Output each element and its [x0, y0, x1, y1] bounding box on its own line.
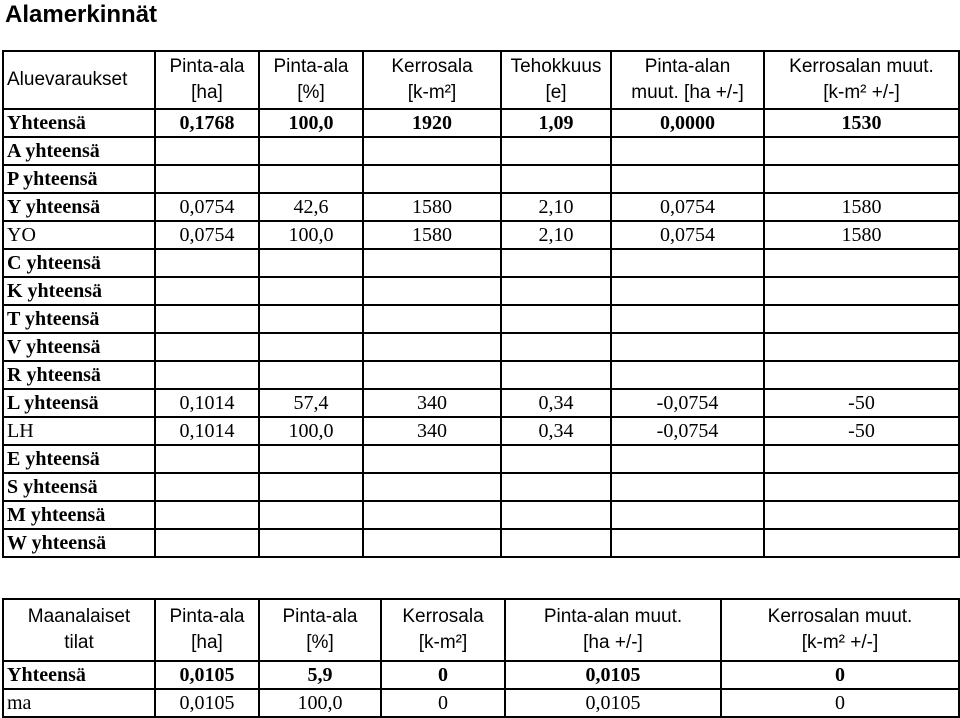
table-cell [363, 361, 501, 389]
row-label: A yhteensä [3, 137, 155, 165]
column-header-text: Kerrosalan muut. [767, 606, 913, 627]
table-row [3, 689, 959, 717]
table-row [3, 333, 959, 361]
table-cell [363, 137, 501, 165]
table-cell: 1920 [363, 109, 501, 137]
table-row [3, 137, 959, 165]
table-cell [155, 529, 259, 557]
column-header [3, 599, 155, 661]
table-cell: 1580 [764, 221, 959, 249]
table-row [3, 417, 959, 445]
table-cell [501, 249, 611, 277]
column-header [721, 599, 959, 661]
table-cell [764, 473, 959, 501]
column-header [363, 51, 501, 109]
row-label: R yhteensä [3, 361, 155, 389]
table-cell: 42,6 [259, 193, 363, 221]
table-cell: 2,10 [501, 193, 611, 221]
table-cell [363, 165, 501, 193]
table-cell [363, 473, 501, 501]
table-cell [501, 333, 611, 361]
table-cell [259, 473, 363, 501]
table-cell: 0,1014 [155, 389, 259, 417]
table-cell: 0,0754 [155, 221, 259, 249]
row-label: S yhteensä [3, 473, 155, 501]
table-cell [259, 445, 363, 473]
table-cell [363, 249, 501, 277]
column-header-text: tilat [64, 632, 94, 653]
column-header-text: [k-m²] [418, 632, 468, 653]
table-cell [611, 529, 764, 557]
column-header [764, 51, 959, 109]
column-header [611, 51, 764, 109]
table-cell [363, 277, 501, 305]
table-row [3, 445, 959, 473]
column-header-text: [ha] [191, 632, 223, 653]
table-cell [155, 305, 259, 333]
table-cell: -50 [764, 389, 959, 417]
table-cell [155, 501, 259, 529]
column-header-text: [ha] [191, 82, 223, 103]
table-cell: -0,0754 [611, 389, 764, 417]
table-cell [764, 333, 959, 361]
table-cell: 0,0105 [505, 689, 721, 717]
table-cell: -50 [764, 417, 959, 445]
table-cell [764, 361, 959, 389]
column-header-text: [k-m²] [407, 82, 457, 103]
table-cell [155, 137, 259, 165]
table-cell [764, 277, 959, 305]
row-label: M yhteensä [3, 501, 155, 529]
table-row [3, 221, 959, 249]
row-label: K yhteensä [3, 277, 155, 305]
table-cell [363, 305, 501, 333]
table-cell: 100,0 [259, 689, 381, 717]
column-header-text: [%] [297, 82, 325, 103]
table-cell: 0,1014 [155, 417, 259, 445]
table-cell [764, 501, 959, 529]
table-cell [363, 501, 501, 529]
column-header-text: Maanalaiset [27, 606, 131, 627]
column-header-text: [k-m² +/-] [801, 632, 879, 653]
table-cell [501, 137, 611, 165]
table-cell [155, 473, 259, 501]
table-cell [259, 305, 363, 333]
header-row [3, 51, 959, 109]
table-cell: 0,0000 [611, 109, 764, 137]
table-cell [259, 249, 363, 277]
table-cell [363, 445, 501, 473]
table-cell [611, 501, 764, 529]
table-cell [363, 529, 501, 557]
row-label: C yhteensä [3, 249, 155, 277]
column-header [3, 51, 155, 109]
column-header-text: [k-m² +/-] [823, 82, 900, 103]
table-cell [259, 361, 363, 389]
table-cell [611, 137, 764, 165]
table-cell: 0,34 [501, 417, 611, 445]
table-cell [501, 473, 611, 501]
table-cell [155, 165, 259, 193]
table-cell [155, 277, 259, 305]
row-label: YO [3, 221, 155, 249]
column-header-text: Pinta-ala [282, 606, 358, 627]
table-row [3, 165, 959, 193]
table-cell: 0,1768 [155, 109, 259, 137]
column-header-text: Aluevaraukset [7, 69, 128, 90]
row-label: L yhteensä [3, 389, 155, 417]
table-cell: 0 [381, 689, 505, 717]
table-cell [259, 333, 363, 361]
table-cell [501, 445, 611, 473]
table-cell: 0 [721, 689, 959, 717]
column-header [259, 599, 381, 661]
table-cell: 0 [721, 661, 959, 689]
table-row [3, 529, 959, 557]
column-header-text: Tehokkuus [510, 56, 602, 77]
column-header [505, 599, 721, 661]
table-cell: 1530 [764, 109, 959, 137]
column-header-text: Kerrosala [402, 606, 484, 627]
table-cell [363, 333, 501, 361]
table-cell [611, 249, 764, 277]
row-label: ma [3, 689, 155, 717]
table-cell: -0,0754 [611, 417, 764, 445]
column-header-text: [e] [545, 82, 567, 103]
column-header [381, 599, 505, 661]
table-cell: 2,10 [501, 221, 611, 249]
table-row [3, 389, 959, 417]
table-cell [155, 333, 259, 361]
row-label: Yhteensä [3, 109, 155, 137]
table-row [3, 193, 959, 221]
table-cell: 0,0105 [155, 661, 259, 689]
column-header [155, 599, 259, 661]
table-cell: 0,0754 [155, 193, 259, 221]
table-cell: 0,0105 [505, 661, 721, 689]
table-cell [155, 361, 259, 389]
column-header [259, 51, 363, 109]
row-label: T yhteensä [3, 305, 155, 333]
row-label: V yhteensä [3, 333, 155, 361]
table-cell: 0,34 [501, 389, 611, 417]
table-row [3, 305, 959, 333]
table-cell [611, 165, 764, 193]
column-header-text: Pinta-ala [169, 606, 245, 627]
table-cell [155, 445, 259, 473]
table-cell [764, 529, 959, 557]
table-cell [611, 473, 764, 501]
area-reservations-table [2, 50, 960, 558]
column-header-text: Pinta-alan [644, 56, 731, 77]
table-row [3, 501, 959, 529]
table-cell [501, 277, 611, 305]
table-cell [611, 277, 764, 305]
table-cell: 1580 [764, 193, 959, 221]
table-cell [259, 165, 363, 193]
table-cell [764, 445, 959, 473]
column-header-text: [ha +/-] [583, 632, 643, 653]
table-row [3, 661, 959, 689]
column-header-text: Kerrosalan muut. [789, 56, 934, 77]
table-cell: 100,0 [259, 221, 363, 249]
table-cell [501, 165, 611, 193]
table-cell [501, 529, 611, 557]
table-row [3, 277, 959, 305]
table-cell: 0,0105 [155, 689, 259, 717]
row-label: P yhteensä [3, 165, 155, 193]
table-cell [611, 361, 764, 389]
row-label: LH [3, 417, 155, 445]
table-cell: 0,0754 [611, 221, 764, 249]
column-header-text: Kerrosala [391, 56, 473, 77]
table-cell [611, 305, 764, 333]
column-header-text: muut. [ha +/-] [631, 82, 744, 103]
column-header-text: Pinta-ala [273, 56, 349, 77]
table-row [3, 249, 959, 277]
column-header-text: [%] [306, 632, 334, 653]
table-cell [764, 305, 959, 333]
table-cell [259, 501, 363, 529]
column-header [501, 51, 611, 109]
table-cell [259, 529, 363, 557]
table-cell: 57,4 [259, 389, 363, 417]
table-cell: 340 [363, 389, 501, 417]
table-cell [501, 361, 611, 389]
table-cell [764, 137, 959, 165]
table-cell: 1580 [363, 221, 501, 249]
table-cell: 1580 [363, 193, 501, 221]
table-cell [501, 305, 611, 333]
table-cell [611, 333, 764, 361]
row-label: Yhteensä [3, 661, 155, 689]
header-row [3, 599, 959, 661]
table-cell [155, 249, 259, 277]
row-label: W yhteensä [3, 529, 155, 557]
column-header-text: Pinta-ala [169, 56, 245, 77]
page-title: Alamerkinnät [5, 1, 158, 28]
table-cell [611, 445, 764, 473]
table-row [3, 109, 959, 137]
table-cell [501, 501, 611, 529]
row-label: E yhteensä [3, 445, 155, 473]
table-cell [259, 277, 363, 305]
table-row [3, 361, 959, 389]
table-cell [764, 249, 959, 277]
table-cell: 100,0 [259, 417, 363, 445]
row-label: Y yhteensä [3, 193, 155, 221]
table-cell: 340 [363, 417, 501, 445]
table-row [3, 473, 959, 501]
table-cell: 5,9 [259, 661, 381, 689]
column-header-text: Pinta-alan muut. [543, 606, 683, 627]
table-cell: 0 [381, 661, 505, 689]
table-cell [764, 165, 959, 193]
column-header [155, 51, 259, 109]
underground-spaces-table [2, 598, 960, 718]
table-cell: 0,0754 [611, 193, 764, 221]
table-cell: 100,0 [259, 109, 363, 137]
table-cell: 1,09 [501, 109, 611, 137]
table-cell [259, 137, 363, 165]
